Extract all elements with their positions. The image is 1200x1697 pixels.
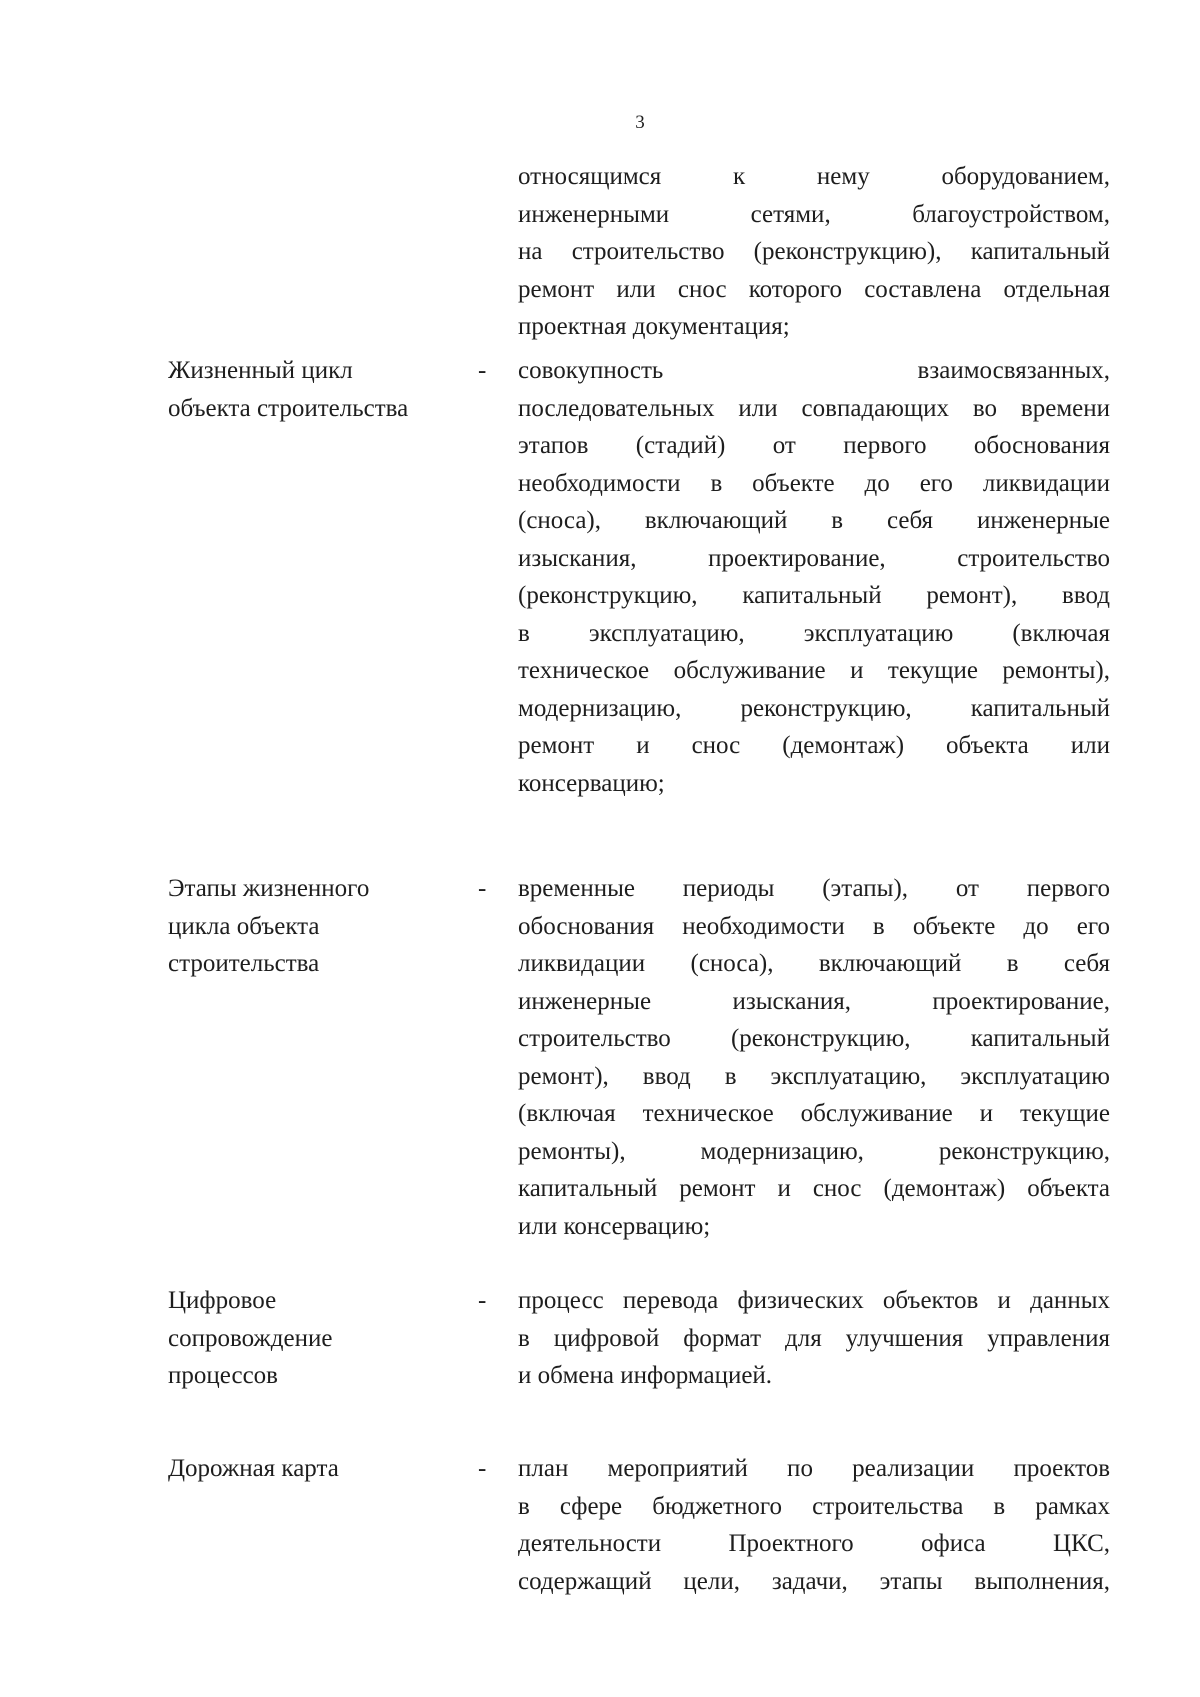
definition-line: ликвидации (сноса), включающий в себя xyxy=(518,950,1110,977)
definition-line: совокупность взаимосвязанных, xyxy=(518,357,1110,384)
term-dash: - xyxy=(478,1455,487,1482)
definition-text xyxy=(518,352,1110,802)
definition-line: консервацию; xyxy=(518,769,665,797)
definition-line: строительство (реконструкцию, капитальный xyxy=(518,1025,1110,1052)
definition-line: (реконструкцию, капитальный ремонт), ввод xyxy=(518,582,1110,609)
definition-line: обоснования необходимости в объекте до его xyxy=(518,912,1110,940)
definition-line: капитальный ремонт и снос (демонтаж) объекта xyxy=(518,1175,1110,1202)
definition-line: и обмена информацией. xyxy=(518,1362,773,1389)
definition-line: (сноса), включающий в себя инженерные xyxy=(518,507,1110,534)
term-label: Цифровое сопровождение процессов xyxy=(168,1287,333,1389)
page-number: 3 xyxy=(635,112,645,133)
definition-line: необходимости в объекте до его ликвидации xyxy=(518,469,1110,497)
term-dash: - xyxy=(478,1287,487,1314)
definition-line: ремонт), ввод в эксплуатацию, эксплуатацию xyxy=(518,1062,1110,1090)
definition-line: план мероприятий по реализации проектов xyxy=(518,1455,1110,1482)
term-label: Этапы жизненного цикла объекта строительства xyxy=(168,875,370,977)
definition-line: модернизацию, реконструкцию, капитальный xyxy=(518,694,1110,722)
definition-line: на строительство (реконструкцию), капитальный xyxy=(518,238,1110,265)
definition-line: временные периоды (этапы), от первого xyxy=(518,875,1110,902)
term-label: Жизненный цикл объекта строительства xyxy=(168,357,409,422)
term-label: Дорожная карта xyxy=(168,1455,339,1482)
definition-line: техническое обслуживание и текущие ремонты), xyxy=(518,657,1110,684)
definition-line: или консервацию; xyxy=(518,1212,711,1240)
definition-line: в сфере бюджетного строительства в рамках xyxy=(518,1492,1110,1520)
definition-line: деятельности Проектного офиса ЦКС, xyxy=(518,1530,1110,1557)
definition-text xyxy=(518,1282,1110,1395)
definition-line: в цифровой формат для улучшения управления xyxy=(518,1324,1110,1352)
definition-line: ремонты), модернизацию, реконструкцию, xyxy=(518,1137,1110,1165)
term-dash: - xyxy=(478,357,487,384)
definition-line: инженерными сетями, благоустройством, xyxy=(518,200,1110,228)
definition-line: ремонт и снос (демонтаж) объекта или xyxy=(518,732,1110,759)
definition-text xyxy=(518,870,1110,1245)
definition-line: последовательных или совпадающих во времени xyxy=(518,394,1110,422)
definition-line: содержащий цели, задачи, этапы выполнения, xyxy=(518,1567,1110,1595)
definition-line: процесс перевода физических объектов и данных xyxy=(518,1287,1110,1314)
definition-line: инженерные изыскания, проектирование, xyxy=(518,987,1110,1015)
definition-text xyxy=(518,158,1110,346)
definition-line: относящимся к нему оборудованием, xyxy=(518,163,1110,190)
definition-line: этапов (стадий) от первого обоснования xyxy=(518,432,1110,459)
term-dash: - xyxy=(478,875,487,902)
definition-text xyxy=(518,1450,1110,1600)
definition-line: проектная документация; xyxy=(518,313,790,340)
definition-line: в эксплуатацию, эксплуатацию (включая xyxy=(518,619,1110,647)
definition-line: изыскания, проектирование, строительство xyxy=(518,544,1110,572)
definition-line: ремонт или снос которого составлена отдельная xyxy=(518,275,1110,303)
definition-line: (включая техническое обслуживание и текущие xyxy=(518,1100,1110,1127)
